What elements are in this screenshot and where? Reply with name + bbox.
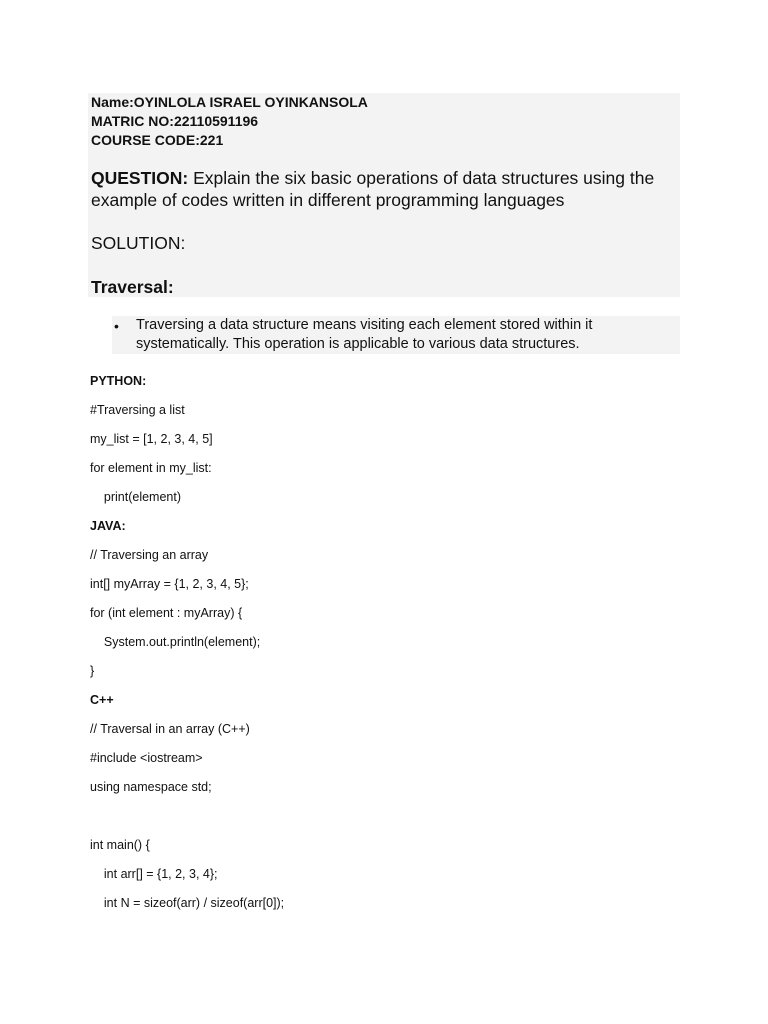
code-line: int N = sizeof(arr) / sizeof(arr[0]);: [90, 896, 285, 910]
code-line: // Traversal in an array (C++): [90, 722, 250, 736]
code-line: using namespace std;: [90, 780, 212, 794]
code-line: for (int element : myArray) {: [90, 606, 243, 620]
solution-label: SOLUTION:: [91, 233, 186, 253]
code-line: print(element): [90, 490, 182, 504]
code-line: #Traversing a list: [90, 403, 185, 417]
code-line: System.out.println(element);: [90, 635, 261, 649]
bullet-icon: •: [114, 318, 119, 334]
code-line: // Traversing an array: [90, 548, 209, 562]
question-label: QUESTION:: [91, 168, 189, 188]
traversal-heading: Traversal:: [91, 277, 174, 297]
question-paragraph: [91, 167, 671, 211]
cpp-language-label: C++: [90, 693, 114, 707]
python-language-label: PYTHON:: [90, 374, 147, 388]
traversal-description: Traversing a data structure means visiting each element stored within it systematically. This operation is applicable to various data structures.: [136, 317, 593, 352]
matric-number: MATRIC NO:22110591196: [91, 113, 259, 129]
code-line: my_list = [1, 2, 3, 4, 5]: [90, 432, 213, 446]
code-line: int arr[] = {1, 2, 3, 4};: [90, 867, 218, 881]
code-line: for element in my_list:: [90, 461, 212, 475]
question-text: Explain the six basic operations of data structures using the example of codes written in different programming languages: [91, 168, 655, 210]
code-line: #include <iostream>: [90, 751, 203, 765]
code-line: int[] myArray = {1, 2, 3, 4, 5};: [90, 577, 249, 591]
course-code: COURSE CODE:221: [91, 132, 224, 148]
student-name: Name:OYINLOLA ISRAEL OYINKANSOLA: [91, 94, 368, 110]
code-line: int main() {: [90, 838, 150, 852]
code-line: }: [90, 664, 95, 678]
java-language-label: JAVA:: [90, 519, 126, 533]
